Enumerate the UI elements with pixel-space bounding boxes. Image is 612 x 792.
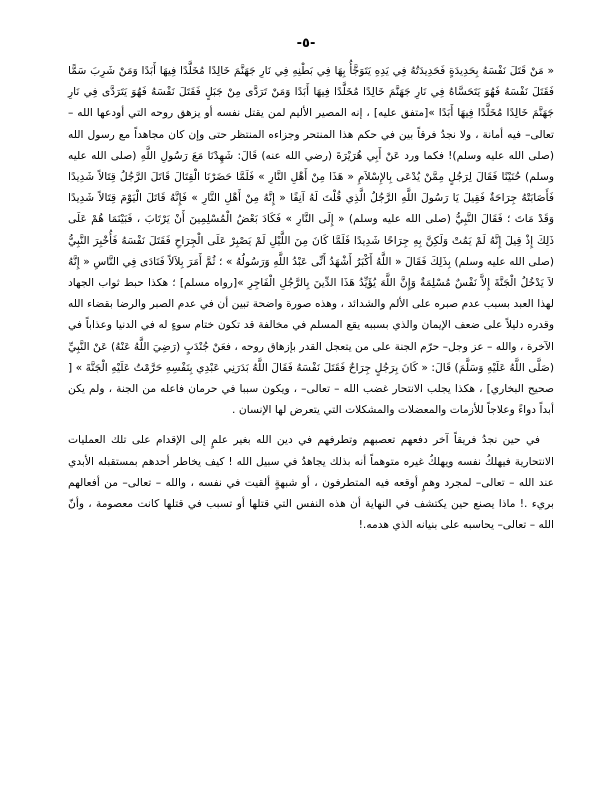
paragraph-1: « مَنْ قَتَلَ نَفْسَهُ بِحَدِيدَةٍ فَحَدِيدَتُهُ فِي يَدِهِ يَتَوَجَّأُ بِهَا فِي بَطْنِهِ فِي نَارِ جَهَنَّمَ خَالِدًا مُخَلَّدًا فِيهَا أَبَدًا وَمَنْ شَرِبَ سَمًّا فَقَتَلَ نَفْسَهُ فَهُوَ يَتَحَسَّاهُ فِي نَارِ جَهَنَّمَ خَالِدًا مُخَلَّدًا فِيهَا أَبَدًا وَمَنْ تَرَدَّى مِنْ جَبَلٍ فَقَتَلَ نَفْسَهُ فَهُوَ يَتَرَدَّى فِي نَارِ جَهَنَّمَ خَالِدًا مُخَلَّدًا فِيهَا أَبَدًا »[متفق عليه] ، إنه المصير الأليم لمن يقتل نفسه أو يزهق روحه التي أودعها الله – تعالى– فيه أمانة ، ولا نجدُ فرقاً بين في حكم هذا المنتحر وجزاءه المنتظر حتى وإن كان مجاهداً مع رسول الله (صلى الله عليه وسلم)! فكما ورد عَنْ أَبِي هُرَيْرَةَ (رضي الله عنه) قَالَ: شَهِدْنَا مَعَ رَسُولِ اللَّهِ (صلى الله عليه وسلم) حُنَيْنًا فَقَالَ لِرَجُلٍ مِمَّنْ يُدْعَى بِالإِسْلاَمِ « هَذَا مِنْ أَهْلِ النَّارِ » فَلَمَّا حَضَرْنَا الْقِتَالَ قَاتَلَ الرَّجُلُ قِتَالاً شَدِيدًا فَأَصَابَتْهُ جِرَاحَةٌ فَقِيلَ يَا رَسُولَ اللَّهِ الرَّجُلُ الَّذِي قُلْتَ لَهُ آنِفًا « إِنَّهُ مِنْ أَهْلِ النَّارِ » فَإِنَّهُ قَاتَلَ الْيَوْمَ قِتَالاً شَدِيدًا وَقَدْ مَاتَ ؛ فَقَالَ النَّبِيُّ (صلى الله عليه وسلم) « إِلَى النَّارِ » فَكَادَ بَعْضُ الْمُسْلِمِينَ أَنْ يَرْتَابَ ، فَبَيْنَمَا هُمْ عَلَى ذَلِكَ إِذْ قِيلَ إِنَّهُ لَمْ يَمُتْ وَلَكِنَّ بِهِ جِرَاحًا شَدِيدًا فَلَمَّا كَانَ مِنَ اللَّيْلِ لَمْ يَصْبِرْ عَلَى الْجِرَاحِ فَقَتَلَ نَفْسَهُ فَأُخْبِرَ النَّبِيُّ (صلى الله عليه وسلم) بِذَلِكَ فَقَالَ « اللَّهُ أَكْبَرُ أَشْهَدُ أَنِّى عَبْدُ اللَّهِ وَرَسُولُهُ » ؛ ثُمَّ أَمَرَ بِلاَلاً فَنَادَى فِي النَّاسِ « إِنَّهُ لاَ يَدْخُلُ الْجَنَّةَ إِلاَّ نَفْسٌ مُسْلِمَةٌ وَإِنَّ اللَّهَ يُؤَيِّدُ هَذَا الدِّينَ بِالرَّجُلِ الْفَاجِرِ »[رواه مسلم] ؛ هكذا حبط ثواب الجهاد لهذا العبد بسبب عدم صبره على الألم والشدائد ، وهذه صورة واضحة تبين أن في عدم الصبر والرضا بقضاء الله وقدره دليلاً على ضعف الإيمان والذي بسببه يقع المسلم في مخالفة قد تكون ختام سوءٍ له في الدنيا وعذاباً في الآخرة ، والله – عز وجل– حرّم الجنة على من يتعجل القدر بإزهاق روحه ، فعَنْ جُنْدَبٍ (رَضِيَ اللَّهُ عَنْهُ) عَنْ النَّبِيِّ (صَلَّى اللَّهُ عَلَيْهِ وَسَلَّمَ) قَالَ: « كَانَ بِرَجُلٍ جِرَاحٌ فَقَتَلَ نَفْسَهُ فَقَالَ اللَّهُ بَدَرَنِي عَبْدِي بِنَفْسِهِ حَرَّمْتُ عَلَيْهِ الْجَنَّةَ » [ صحيح البخاري] ، هكذا يجلب الانتحار غضب الله – تعالى– ، ويكون سببا في حرمان فاعله من الجنة ، ولم يكن أبداً دواءً وعلاجاً للأزمات والمعضلات والمشكلات التي يتعرض لها الإنسان . <box>68 64 554 417</box>
page-number: -٥- <box>296 36 316 51</box>
paragraph-2: في حين نجدُ فريقاً آخر دفعهم تعصبهم وتطرفهم في دين الله بغير علمٍ إلى الإقدام على تلك العمليات الانتحارية فيهلكُ نفسه ويهلكُ غيره متوهماً أنه بذلك يجاهدُ في سبيل الله ! كيف يخاطر أحدهم بمستقبله الأبدي عند الله – تعالى– لمجرد وهمٍ أوقعه فيه المتطرفون ، أو شبهةٍ ألقيت في نفسه ، والله – تعالى– من أفعالهم بريء .! ماذا يصنع حين يكتشف في النهاية أن هذه النفس التي قتلها أو تسبب في قتلها كانت معصومة ، وأنّ الله – تعالى– يحاسبه على بنيانه الذي هدمه.! <box>68 433 554 532</box>
document-body <box>68 60 554 535</box>
